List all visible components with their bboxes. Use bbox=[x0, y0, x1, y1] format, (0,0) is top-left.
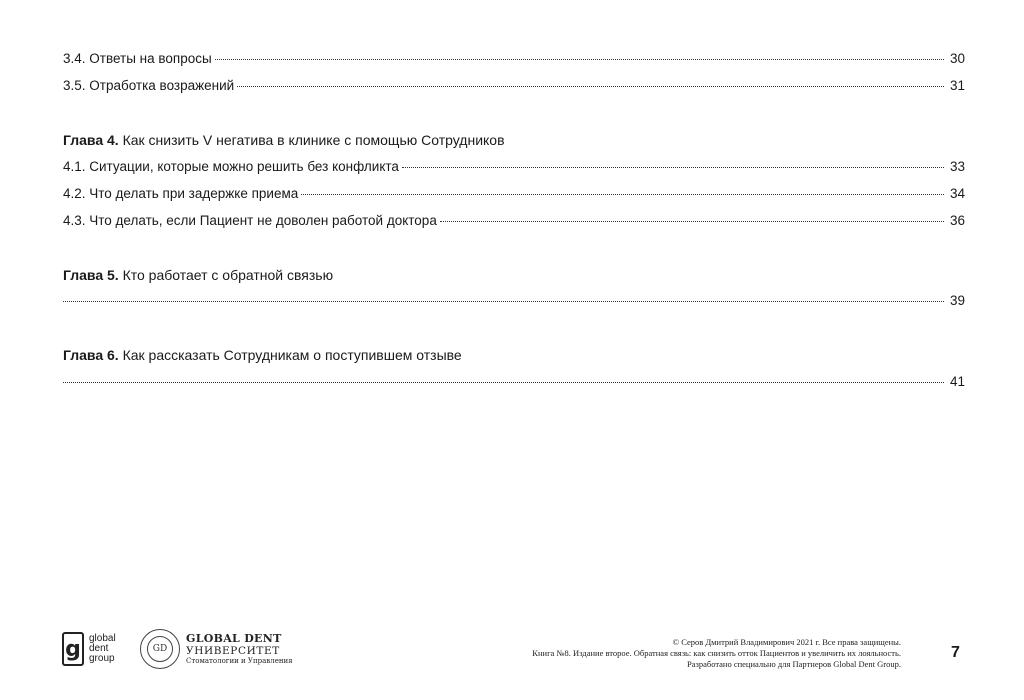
university-tagline: Стоматологии и Управления bbox=[186, 657, 293, 665]
dot-leader bbox=[63, 301, 944, 302]
chapter-title: Как снизить V негатива в клинике с помощью Сотрудников bbox=[118, 132, 505, 148]
university-seal-icon bbox=[140, 629, 180, 669]
toc-entry-4-3[interactable] bbox=[63, 212, 965, 230]
toc-entry-page: 34 bbox=[949, 186, 965, 201]
gdg-logo-mark: g bbox=[62, 632, 84, 666]
chapter-title: Как рассказать Сотрудникам о поступившем отзыве bbox=[118, 347, 462, 363]
toc-entry-page: 41 bbox=[949, 374, 965, 389]
gdg-logo-text bbox=[89, 634, 116, 664]
page-number: 7 bbox=[951, 644, 960, 661]
toc-entry-3-4[interactable] bbox=[63, 50, 965, 68]
toc-entry-title: 3.4. Ответы на вопросы bbox=[63, 51, 212, 66]
toc-entry-title: 4.1. Ситуации, которые можно решить без конфликта bbox=[63, 159, 399, 174]
dot-leader bbox=[402, 167, 944, 168]
chapter-6-heading[interactable] bbox=[63, 346, 462, 364]
chapter-title: Кто работает с обратной связью bbox=[118, 267, 334, 283]
global-dent-group-logo bbox=[62, 632, 116, 666]
seal-monogram: GD bbox=[147, 636, 173, 662]
chapter-4-heading[interactable] bbox=[63, 131, 505, 149]
university-subtitle: УНИВЕРСИТЕТ bbox=[186, 645, 280, 657]
toc-entry-page: 39 bbox=[949, 293, 965, 308]
toc-entry-chapter-6[interactable] bbox=[63, 373, 965, 391]
toc-entry-title: 4.2. Что делать при задержке приема bbox=[63, 186, 299, 201]
toc-entry-title: 3.5. Отработка возражений bbox=[63, 78, 235, 93]
dot-leader bbox=[237, 86, 944, 87]
toc-entry-page: 36 bbox=[949, 213, 965, 228]
copyright-line: © Серов Дмитрий Владимирович 2021 г. Все права защищены. bbox=[672, 637, 901, 647]
toc-entry-page: 31 bbox=[949, 78, 965, 93]
dot-leader bbox=[440, 221, 944, 222]
copyright-line: Книга №8. Издание второе. Обратная связь: как снизить отток Пациентов и увеличить их лояльность. bbox=[532, 648, 901, 658]
toc-entry-4-2[interactable] bbox=[63, 185, 965, 203]
copyright-line: Разработано специально для Партнеров Global Dent Group. bbox=[686, 659, 901, 669]
chapter-5-heading[interactable] bbox=[63, 266, 333, 284]
dot-leader bbox=[63, 382, 944, 383]
university-title: GLOBAL DENT bbox=[186, 632, 282, 645]
toc-entry-chapter-5[interactable] bbox=[63, 292, 965, 310]
chapter-label: Глава 4. bbox=[63, 132, 119, 148]
global-dent-university-logo bbox=[140, 629, 293, 669]
toc-entry-title: 4.3. Что делать, если Пациент не доволен работой доктора bbox=[63, 213, 437, 228]
gdg-logo-line: dent bbox=[89, 643, 109, 654]
chapter-label: Глава 6. bbox=[63, 347, 119, 363]
toc-entry-4-1[interactable] bbox=[63, 158, 965, 176]
toc-entry-page: 33 bbox=[949, 159, 965, 174]
gdg-logo-line: global bbox=[89, 633, 116, 644]
chapter-label: Глава 5. bbox=[63, 267, 119, 283]
dot-leader bbox=[301, 194, 944, 195]
toc-entry-3-5[interactable] bbox=[63, 77, 965, 95]
dot-leader bbox=[215, 59, 944, 60]
copyright-block bbox=[532, 637, 901, 670]
gdg-logo-line: group bbox=[89, 653, 115, 664]
toc-entry-page: 30 bbox=[949, 51, 965, 66]
